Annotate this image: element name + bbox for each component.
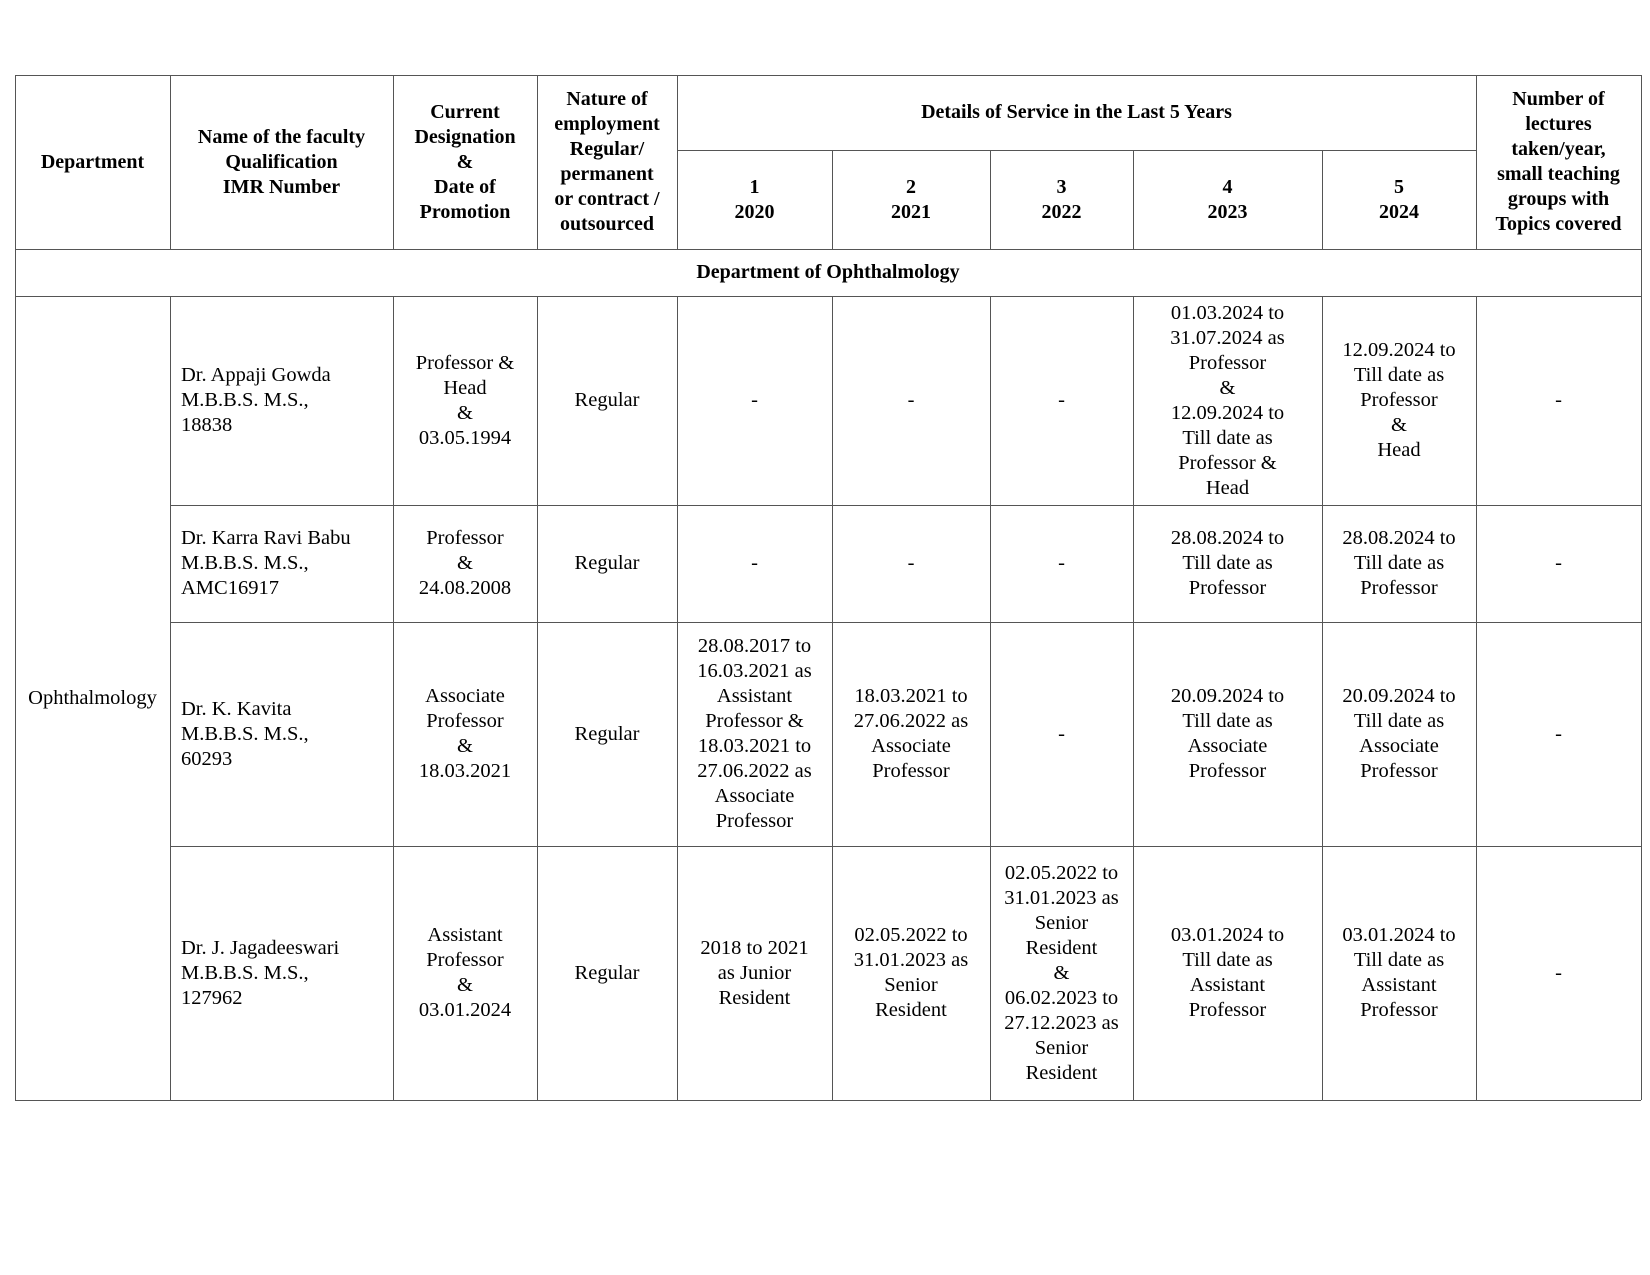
header-lectures: Number of lectures taken/year, small teaching groups with Topics covered <box>1495 88 1622 235</box>
lectures-cell: - <box>1555 389 1562 411</box>
header-year: 3 2022 <box>1041 175 1082 223</box>
service-cell: 02.05.2022 to 31.01.2023 as Senior Resident & 06.02.2023 to 27.12.2023 as Senior Resident <box>1004 861 1119 1084</box>
service-cell: 28.08.2024 to Till date as Professor <box>1170 527 1285 599</box>
service-cell: 18.03.2021 to 27.06.2022 as Associate Professor <box>853 685 969 782</box>
service-cell: - <box>1058 722 1065 745</box>
service-cell: 28.08.2017 to 16.03.2021 as Assistant Professor & 18.03.2021 to 27.06.2022 as Associate Professor <box>697 635 812 832</box>
service-cell: 20.09.2024 to Till date as Associate Professor <box>1342 685 1456 782</box>
employment-type: Regular <box>574 722 640 745</box>
table-rule <box>15 1100 1641 1101</box>
faculty-name: Dr. Karra Ravi Babu M.B.B.S. M.S., AMC16917 <box>181 527 351 599</box>
service-cell: 03.01.2024 to Till date as Assistant Professor <box>1170 924 1285 1021</box>
service-cell: 2018 to 2021 as Junior Resident <box>700 936 809 1009</box>
service-cell: 03.01.2024 to Till date as Assistant Professor <box>1342 924 1456 1021</box>
table-rule <box>1641 75 1642 1100</box>
header-designation: Current Designation & Date of Promotion <box>414 100 516 223</box>
service-cell: - <box>751 389 758 411</box>
header-service-group: Details of Service in the Last 5 Years <box>921 101 1232 123</box>
service-cell: 01.03.2024 to 31.07.2024 as Professor & 12.09.2024 to Till date as Professor & Head <box>1170 301 1285 499</box>
service-cell: - <box>1058 552 1065 574</box>
designation: Assistant Professor & 03.01.2024 <box>418 924 512 1021</box>
service-cell: 02.05.2022 to 31.01.2023 as Senior Resident <box>853 924 969 1021</box>
employment-type: Regular <box>574 961 640 984</box>
service-cell: - <box>907 552 915 574</box>
header-year: 2 2021 <box>891 175 931 223</box>
section-title: Department of Ophthalmology <box>696 261 960 283</box>
lectures-cell: - <box>1555 722 1562 745</box>
employment-type: Regular <box>574 389 640 411</box>
designation: Professor & 24.08.2008 <box>418 527 512 599</box>
faculty-name: Dr. J. Jagadeeswari M.B.B.S. M.S., 127962 <box>181 936 340 1009</box>
faculty-name: Dr. Appaji Gowda M.B.B.S. M.S., 18838 <box>181 364 331 436</box>
service-cell: - <box>751 552 758 574</box>
service-cell: - <box>1058 389 1065 411</box>
header-year: 4 2023 <box>1207 175 1248 223</box>
designation: Professor & Head & 03.05.1994 <box>415 351 515 449</box>
header-year: 1 2020 <box>734 175 775 223</box>
service-cell: 12.09.2024 to Till date as Professor & Head <box>1342 339 1456 461</box>
header-year: 5 2024 <box>1379 175 1419 223</box>
service-cell: 20.09.2024 to Till date as Associate Professor <box>1170 685 1285 782</box>
lectures-cell: - <box>1555 552 1562 574</box>
service-cell: - <box>907 389 915 411</box>
lectures-cell: - <box>1555 961 1562 984</box>
employment-type: Regular <box>574 552 640 574</box>
header-faculty: Name of the faculty Qualification IMR Number <box>197 125 366 198</box>
service-cell: 28.08.2024 to Till date as Professor <box>1342 527 1456 599</box>
designation: Associate Professor & 18.03.2021 <box>418 685 512 782</box>
header-department: Department <box>40 150 145 173</box>
header-employment: Nature of employment Regular/ permanent or contract / outsourced <box>554 88 660 235</box>
faculty-name: Dr. K. Kavita M.B.B.S. M.S., 60293 <box>181 697 309 770</box>
department-name: Ophthalmology <box>28 686 157 709</box>
